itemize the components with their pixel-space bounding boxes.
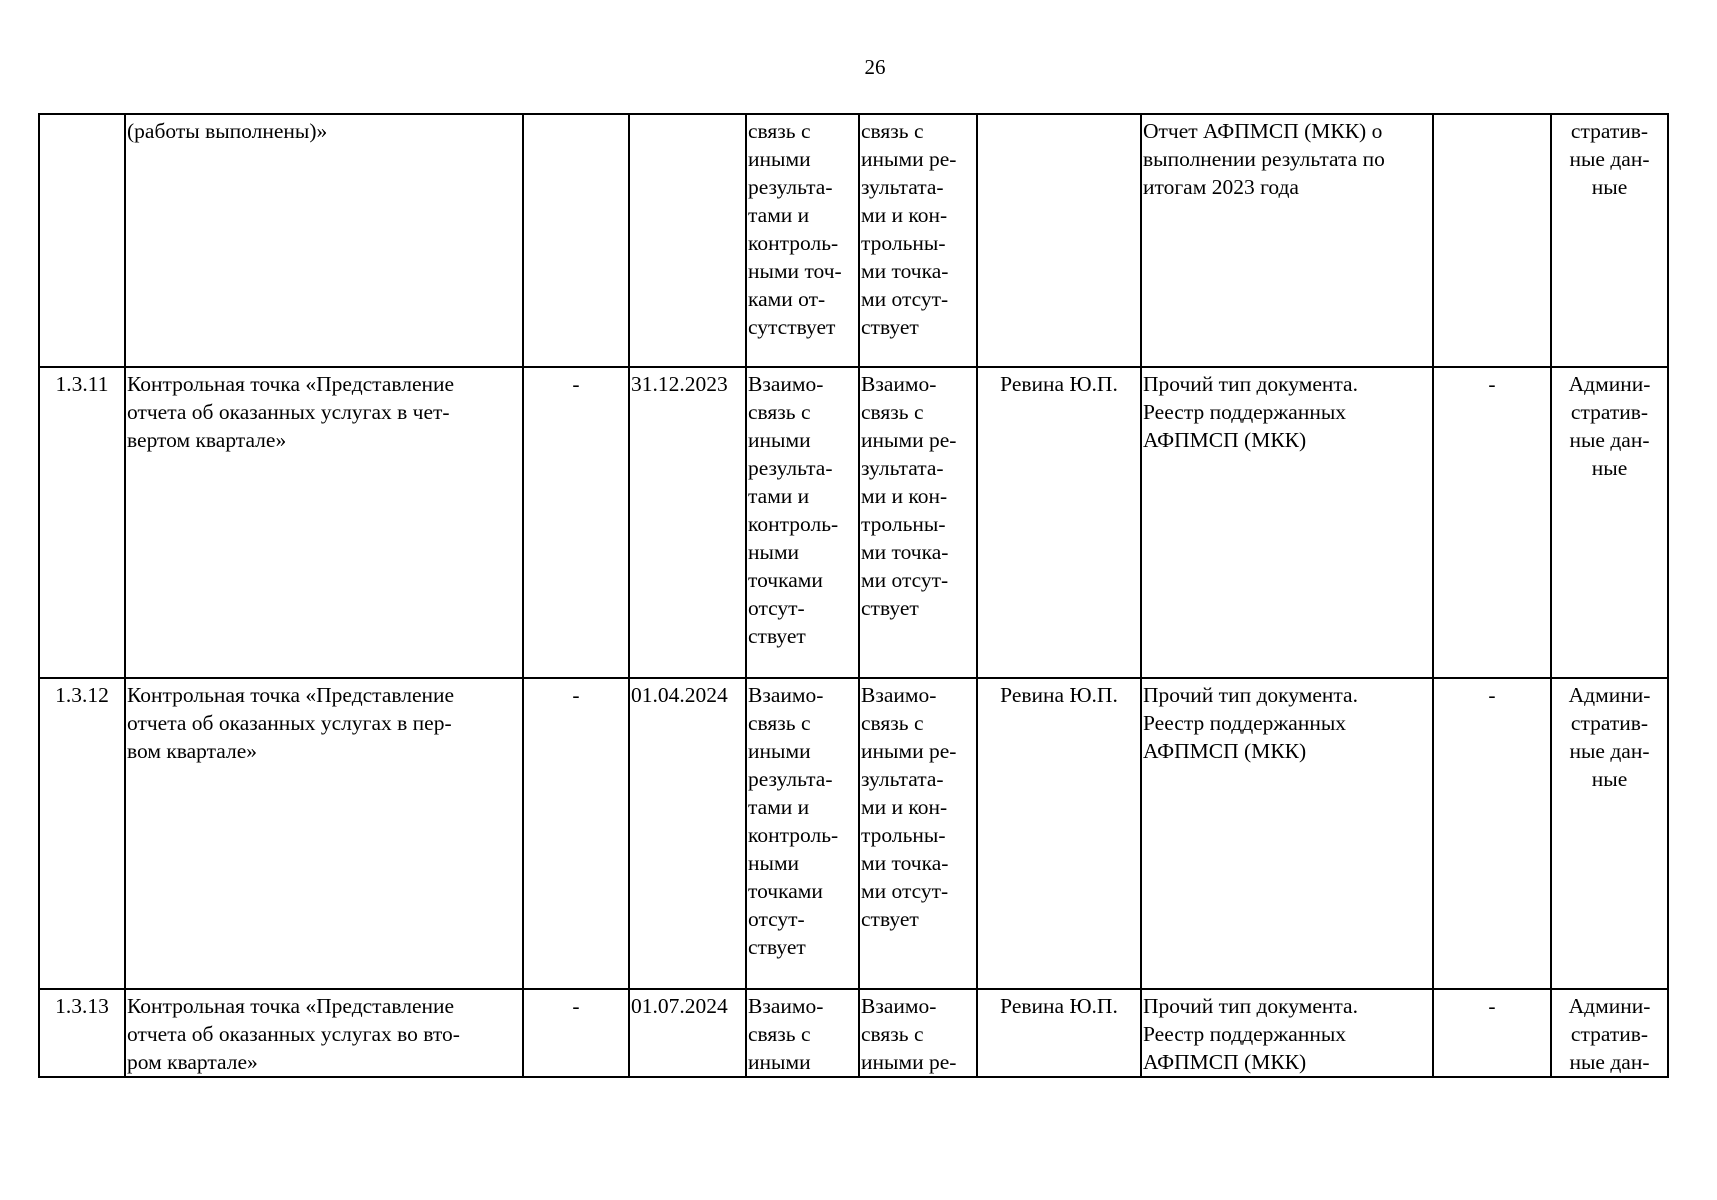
cell-line: ми и кон- xyxy=(861,795,948,819)
cell-line: ми отсут- xyxy=(861,879,949,903)
cell-number: 1.3.12 xyxy=(39,678,125,989)
cell-line: ми и кон- xyxy=(861,484,948,508)
cell-successors xyxy=(859,367,977,678)
cell-level: - xyxy=(1433,989,1551,1077)
cell-line: отчета об оказанных услугах в чет- xyxy=(127,400,450,424)
cell-successors xyxy=(859,114,977,367)
cell-line: Админи- xyxy=(1568,994,1651,1018)
cell-line: ми и кон- xyxy=(861,203,948,227)
cell-line: Отчет АФПМСП (МКК) о xyxy=(1143,119,1383,143)
cell-number: 1.3.11 xyxy=(39,367,125,678)
cell-line: ствует xyxy=(748,624,806,648)
cell-line: результа- xyxy=(748,175,833,199)
cell-line: связь с xyxy=(748,1022,811,1046)
cell-info-source xyxy=(1551,367,1668,678)
cell-line: трольны- xyxy=(861,823,946,847)
cell-line: ные дан- xyxy=(1569,1050,1650,1074)
cell-line: ствует xyxy=(748,935,806,959)
cell-line: ные дан- xyxy=(1569,428,1650,452)
cell-line: Реестр поддержанных xyxy=(1143,1022,1347,1046)
cell-predecessors xyxy=(746,114,859,367)
cell-number: 1.3.13 xyxy=(39,989,125,1077)
cell-level: - xyxy=(1433,678,1551,989)
cell-line: иными xyxy=(748,147,811,171)
cell-predecessors xyxy=(746,367,859,678)
cell-line: Прочий тип документа. xyxy=(1143,683,1358,707)
cell-base-value xyxy=(523,114,629,367)
cell-line: Взаимо- xyxy=(861,994,937,1018)
cell-responsible: Ревина Ю.П. xyxy=(977,989,1141,1077)
cell-line: Контрольная точка «Представление xyxy=(127,994,455,1018)
cell-line: отчета об оказанных услугах в пер- xyxy=(127,711,452,735)
cell-line: ствует xyxy=(861,596,919,620)
cell-line: иными ре- xyxy=(861,1050,957,1074)
cell-line: ные xyxy=(1591,175,1628,199)
table-row xyxy=(39,114,1668,367)
cell-base-value: - xyxy=(523,678,629,989)
cell-line: зультата- xyxy=(861,456,944,480)
cell-predecessors xyxy=(746,989,859,1077)
cell-line: результа- xyxy=(748,456,833,480)
cell-responsible: Ревина Ю.П. xyxy=(977,678,1141,989)
cell-line: ные xyxy=(1591,767,1628,791)
cell-name xyxy=(125,367,523,678)
cell-document xyxy=(1141,367,1433,678)
cell-line: вертом квартале» xyxy=(127,428,287,452)
cell-level: - xyxy=(1433,367,1551,678)
cell-line: ми точка- xyxy=(861,540,949,564)
cell-line: стратив- xyxy=(1570,400,1649,424)
cell-info-source xyxy=(1551,989,1668,1077)
cell-line: Прочий тип документа. xyxy=(1143,372,1358,396)
cell-line: ствует xyxy=(861,315,919,339)
cell-line: тами и xyxy=(748,484,810,508)
cell-line: трольны- xyxy=(861,231,946,255)
cell-line: Взаимо- xyxy=(861,683,937,707)
cell-line: сутствует xyxy=(748,315,836,339)
cell-deadline: 01.07.2024 xyxy=(629,989,746,1077)
cell-line: стратив- xyxy=(1570,711,1649,735)
cell-line: связь с xyxy=(748,400,811,424)
cell-line: Контрольная точка «Представление xyxy=(127,683,455,707)
cell-line: точками xyxy=(748,879,823,903)
cell-line: связь с xyxy=(861,1022,924,1046)
cell-line: ствует xyxy=(861,907,919,931)
cell-line: АФПМСП (МКК) xyxy=(1143,428,1307,452)
cell-name xyxy=(125,678,523,989)
cell-line: иными ре- xyxy=(861,428,957,452)
cell-line: ми точка- xyxy=(861,851,949,875)
cell-line: тами и xyxy=(748,203,810,227)
cell-line: зультата- xyxy=(861,767,944,791)
cell-line: результа- xyxy=(748,767,833,791)
cell-line: иными xyxy=(748,739,811,763)
cell-line: стратив- xyxy=(1570,1022,1649,1046)
table-row xyxy=(39,678,1668,989)
cell-line: иными xyxy=(748,428,811,452)
cell-deadline: 31.12.2023 xyxy=(629,367,746,678)
cell-document xyxy=(1141,989,1433,1077)
cell-line: отсут- xyxy=(748,907,805,931)
cell-line: Админи- xyxy=(1568,683,1651,707)
cell-line: ми отсут- xyxy=(861,568,949,592)
cell-deadline: 01.04.2024 xyxy=(629,678,746,989)
cell-line: контроль- xyxy=(748,231,839,255)
cell-line: Взаимо- xyxy=(861,372,937,396)
page-number: 26 xyxy=(864,55,886,79)
cell-line: вом квартале» xyxy=(127,739,258,763)
cell-deadline xyxy=(629,114,746,367)
cell-line: итогам 2023 года xyxy=(1143,175,1299,199)
cell-line: Взаимо- xyxy=(748,994,824,1018)
cell-base-value: - xyxy=(523,989,629,1077)
cell-predecessors xyxy=(746,678,859,989)
cell-line: Реестр поддержанных xyxy=(1143,711,1347,735)
cell-line: Админи- xyxy=(1568,372,1651,396)
cell-line: (работы выполнены)» xyxy=(127,119,328,143)
table-row xyxy=(39,989,1668,1077)
cell-line: ные дан- xyxy=(1569,147,1650,171)
cell-line: Взаимо- xyxy=(748,683,824,707)
cell-line: отсут- xyxy=(748,596,805,620)
cell-line: связь с xyxy=(861,119,924,143)
cell-line: ные дан- xyxy=(1569,739,1650,763)
cell-line: ками от- xyxy=(748,287,826,311)
cell-responsible xyxy=(977,114,1141,367)
cell-line: выполнении результата по xyxy=(1143,147,1385,171)
cell-line: ром квартале» xyxy=(127,1050,258,1074)
cell-responsible: Ревина Ю.П. xyxy=(977,367,1141,678)
cell-line: ми точка- xyxy=(861,259,949,283)
cell-line: ными xyxy=(748,540,800,564)
cell-line: ными xyxy=(748,851,800,875)
cell-line: трольны- xyxy=(861,512,946,536)
cell-document xyxy=(1141,678,1433,989)
cell-line: зультата- xyxy=(861,175,944,199)
cell-line: иными xyxy=(748,1050,811,1074)
cell-successors xyxy=(859,989,977,1077)
cell-info-source xyxy=(1551,114,1668,367)
cell-info-source xyxy=(1551,678,1668,989)
cell-line: точками xyxy=(748,568,823,592)
cell-number xyxy=(39,114,125,367)
cell-document xyxy=(1141,114,1433,367)
cell-line: Взаимо- xyxy=(748,372,824,396)
table-row xyxy=(39,367,1668,678)
cell-line: ми отсут- xyxy=(861,287,949,311)
cell-line: связь с xyxy=(861,400,924,424)
cell-name xyxy=(125,114,523,367)
cell-successors xyxy=(859,678,977,989)
plan-table xyxy=(38,113,1669,1078)
cell-line: контроль- xyxy=(748,823,839,847)
cell-line: ные xyxy=(1591,456,1628,480)
cell-line: Прочий тип документа. xyxy=(1143,994,1358,1018)
cell-level xyxy=(1433,114,1551,367)
cell-line: стратив- xyxy=(1570,119,1649,143)
cell-line: связь с xyxy=(748,119,811,143)
cell-line: тами и xyxy=(748,795,810,819)
cell-line: АФПМСП (МКК) xyxy=(1143,739,1307,763)
cell-line: Контрольная точка «Представление xyxy=(127,372,455,396)
cell-line: связь с xyxy=(748,711,811,735)
cell-line: АФПМСП (МКК) xyxy=(1143,1050,1307,1074)
cell-line: контроль- xyxy=(748,512,839,536)
cell-line: иными ре- xyxy=(861,739,957,763)
cell-line: отчета об оказанных услугах во вто- xyxy=(127,1022,460,1046)
cell-line: Реестр поддержанных xyxy=(1143,400,1347,424)
cell-line: связь с xyxy=(861,711,924,735)
cell-line: ными точ- xyxy=(748,259,842,283)
cell-line: иными ре- xyxy=(861,147,957,171)
cell-name xyxy=(125,989,523,1077)
cell-base-value: - xyxy=(523,367,629,678)
